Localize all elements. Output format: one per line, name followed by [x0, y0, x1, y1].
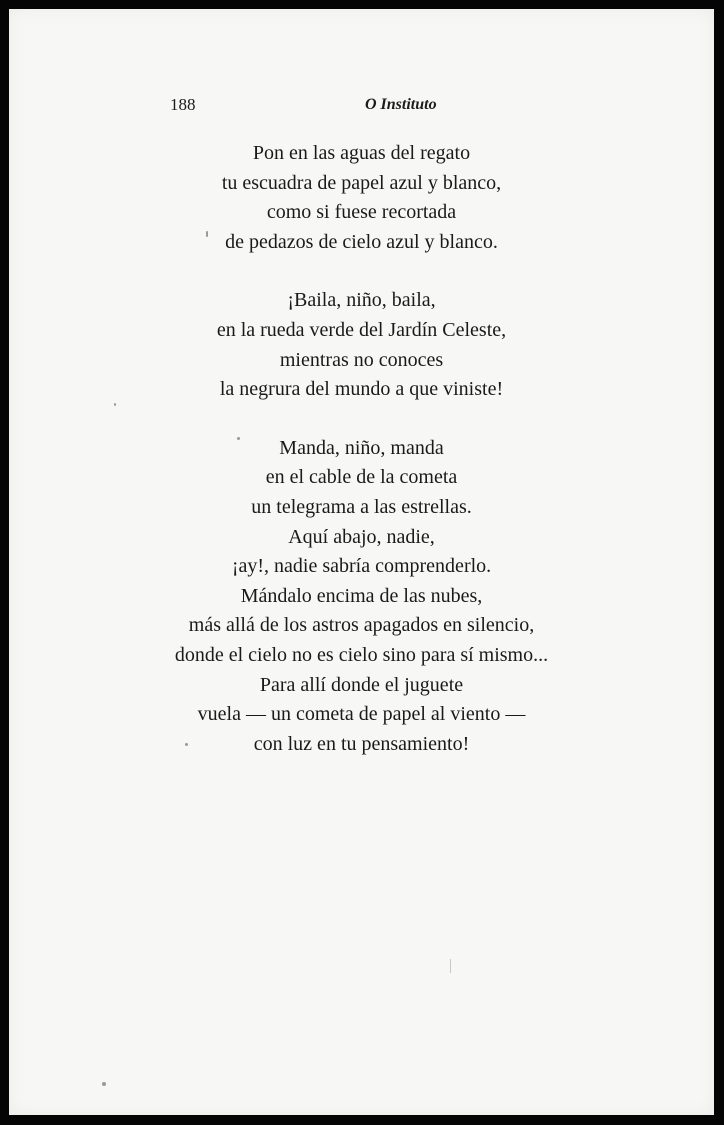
running-header [9, 95, 714, 119]
poem-line: en la rueda verde del Jardín Celeste, [216, 318, 507, 341]
poem-line: como si fuese recortada [266, 201, 457, 224]
poem-line: ¡ay!, nadie sabría comprenderlo. [231, 555, 492, 578]
poem-line: Aquí abajo, nadie, [288, 525, 435, 548]
poem-line: de pedazos de cielo azul y blanco. [225, 230, 498, 253]
book-page [9, 9, 714, 1115]
paper-speck [185, 743, 188, 746]
poem-line: más allá de los astros apagados en silencio, [188, 614, 535, 637]
poem-line: con luz en tu pensamiento! [253, 732, 470, 755]
poem [9, 139, 714, 788]
stanza-1 [9, 139, 714, 257]
poem-line: la negrura del mundo a que viniste! [219, 378, 504, 401]
poem-line: mientras no conoces [279, 348, 444, 371]
poem-line: ¡Baila, niño, baila, [287, 289, 436, 312]
poem-line: en el cable de la cometa [265, 466, 458, 489]
poem-line: vuela — un cometa de papel al viento — [197, 703, 526, 726]
poem-line: un telegrama a las estrellas. [251, 495, 472, 518]
paper-speck [114, 403, 116, 406]
paper-speck [102, 1082, 106, 1086]
poem-line: Pon en las aguas del regato [252, 142, 471, 164]
page-number: 188 [170, 95, 196, 114]
stanza-2 [9, 286, 714, 404]
poem-line: donde el cielo no es cielo sino para sí mismo... [174, 643, 549, 666]
paper-speck [206, 231, 208, 237]
journal-title: O Instituto [365, 96, 437, 113]
poem-line: Para allí donde el juguete [259, 673, 464, 696]
poem-line: tu escuadra de papel azul y blanco, [221, 171, 502, 194]
poem-line: Manda, niño, manda [279, 436, 444, 459]
paper-speck [237, 437, 240, 440]
poem-line: Mándalo encima de las nubes, [240, 584, 483, 607]
stanza-3 [9, 434, 714, 760]
paper-speck [450, 959, 451, 973]
